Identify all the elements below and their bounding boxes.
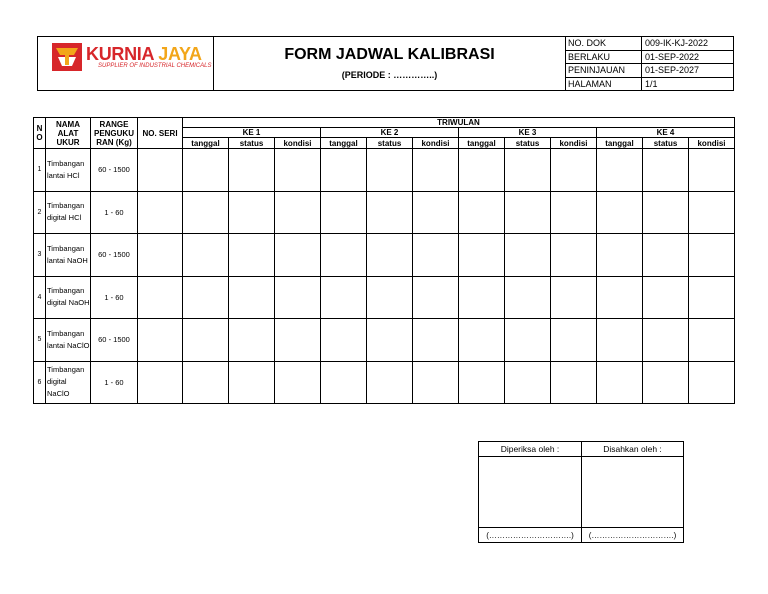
row-status-cell [229,234,275,277]
row-status-cell [643,361,689,404]
table-row [34,319,735,362]
meta-value: 01-SEP-2027 [642,64,735,78]
row-tanggal-cell [321,361,367,404]
row-tanggal-cell [321,149,367,192]
meta-value: 01-SEP-2022 [642,50,735,64]
row-status-cell [229,276,275,319]
table-row [34,361,735,404]
row-kondisi-cell [689,276,735,319]
row-kondisi-cell [275,234,321,277]
form-period: (PERIODE : …………..) [341,70,438,80]
row-tanggal-cell [597,149,643,192]
meta-key: PENINJAUAN [565,64,642,78]
sub-header-tanggal: tanggal [183,138,229,149]
row-tanggal-cell [183,191,229,234]
approved-by-signature-area [582,457,684,528]
row-status-cell [505,319,551,362]
quarter-header: KE 4 [597,128,735,138]
sub-header-status: status [229,138,275,149]
row-kondisi-cell [551,361,597,404]
sub-header-tanggal: tanggal [459,138,505,149]
row-instrument-name: Timbangan digital NaOH [46,276,91,319]
row-serial-cell [138,191,183,234]
row-number: 3 [34,234,46,277]
checked-by-label: Diperiksa oleh : [479,442,582,457]
form-title: FORM JADWAL KALIBRASI [284,46,495,63]
row-kondisi-cell [413,234,459,277]
row-status-cell [643,319,689,362]
row-range: 60 - 1500 [91,234,138,277]
brand-tagline: SUPPLIER OF INDUSTRIAL CHEMICALS [98,63,212,69]
row-kondisi-cell [275,361,321,404]
row-status-cell [229,361,275,404]
row-kondisi-cell [275,149,321,192]
row-instrument-name: Timbangan digital NaClO [46,361,91,404]
sub-header-kondisi: kondisi [275,138,321,149]
row-tanggal-cell [183,361,229,404]
row-status-cell [229,191,275,234]
row-kondisi-cell [413,276,459,319]
sub-header-kondisi: kondisi [551,138,597,149]
row-tanggal-cell [459,319,505,362]
checked-by-name-line: (………………………….) [479,528,582,543]
row-number: 1 [34,149,46,192]
row-tanggal-cell [459,276,505,319]
meta-value: 009-IK-KJ-2022 [642,37,735,50]
row-status-cell [505,361,551,404]
row-status-cell [505,234,551,277]
checked-by-signature-area [479,457,582,528]
row-status-cell [505,191,551,234]
row-tanggal-cell [183,319,229,362]
row-kondisi-cell [551,319,597,362]
calibration-schedule-table [33,117,735,404]
sub-header-tanggal: tanggal [321,138,367,149]
row-kondisi-cell [413,149,459,192]
row-instrument-name: Timbangan lantai NaOH [46,234,91,277]
row-kondisi-cell [413,191,459,234]
row-status-cell [643,276,689,319]
approved-by-name-line: (………………………….) [582,528,684,543]
row-kondisi-cell [413,319,459,362]
row-status-cell [229,319,275,362]
row-range: 1 - 60 [91,191,138,234]
col-header-serial: NO. SERI [138,118,183,149]
row-tanggal-cell [183,149,229,192]
row-status-cell [505,276,551,319]
sub-header-status: status [367,138,413,149]
col-header-triwulan: TRIWULAN [183,118,735,128]
sub-header-kondisi: kondisi [413,138,459,149]
row-tanggal-cell [459,361,505,404]
row-serial-cell [138,149,183,192]
row-range: 1 - 60 [91,361,138,404]
signature-table [478,441,684,543]
row-range: 1 - 60 [91,276,138,319]
quarter-header: KE 2 [321,128,459,138]
row-tanggal-cell [321,319,367,362]
row-kondisi-cell [689,361,735,404]
row-kondisi-cell [551,276,597,319]
row-tanggal-cell [459,149,505,192]
table-body [34,149,735,404]
row-status-cell [367,319,413,362]
row-kondisi-cell [275,319,321,362]
row-status-cell [229,149,275,192]
row-kondisi-cell [275,276,321,319]
row-status-cell [643,191,689,234]
brand-name-kurnia: KURNIA [86,44,154,64]
row-kondisi-cell [551,191,597,234]
quarter-header: KE 1 [183,128,321,138]
row-tanggal-cell [597,191,643,234]
row-tanggal-cell [321,191,367,234]
row-tanggal-cell [321,234,367,277]
quarter-header: KE 3 [459,128,597,138]
row-kondisi-cell [275,191,321,234]
row-tanggal-cell [183,234,229,277]
row-tanggal-cell [597,276,643,319]
document-header [37,36,734,91]
row-number: 5 [34,319,46,362]
col-header-no: N O [34,118,46,149]
row-status-cell [643,234,689,277]
row-kondisi-cell [413,361,459,404]
row-serial-cell [138,361,183,404]
row-kondisi-cell [551,234,597,277]
table-row [34,149,735,192]
company-logo-icon [52,43,82,71]
row-kondisi-cell [689,149,735,192]
row-instrument-name: Timbangan digital HCl [46,191,91,234]
row-status-cell [505,149,551,192]
brand-name-jaya: JAYA [158,44,202,64]
meta-value: 1/1 [642,77,735,90]
document-meta-table [565,37,734,90]
row-tanggal-cell [597,361,643,404]
sub-header-status: status [643,138,689,149]
row-instrument-name: Timbangan lantai HCl [46,149,91,192]
row-kondisi-cell [689,319,735,362]
row-number: 2 [34,191,46,234]
sub-header-tanggal: tanggal [597,138,643,149]
table-row [34,234,735,277]
row-serial-cell [138,234,183,277]
table-row [34,191,735,234]
row-kondisi-cell [689,191,735,234]
brand-name [86,44,202,65]
sub-header-status: status [505,138,551,149]
col-header-name: NAMA ALAT UKUR [46,118,91,149]
row-status-cell [367,276,413,319]
row-number: 4 [34,276,46,319]
row-serial-cell [138,276,183,319]
row-status-cell [367,361,413,404]
row-tanggal-cell [459,234,505,277]
row-serial-cell [138,319,183,362]
row-range: 60 - 1500 [91,149,138,192]
meta-key: NO. DOK [565,37,642,50]
sub-header-kondisi: kondisi [689,138,735,149]
row-tanggal-cell [597,319,643,362]
row-kondisi-cell [689,234,735,277]
meta-key: HALAMAN [565,77,642,90]
table-row [34,276,735,319]
row-tanggal-cell [321,276,367,319]
row-tanggal-cell [459,191,505,234]
row-status-cell [643,149,689,192]
meta-key: BERLAKU [565,50,642,64]
row-number: 6 [34,361,46,404]
row-range: 60 - 1500 [91,319,138,362]
row-status-cell [367,234,413,277]
row-status-cell [367,149,413,192]
approved-by-label: Disahkan oleh : [582,442,684,457]
row-instrument-name: Timbangan lantai NaClO [46,319,91,362]
row-status-cell [367,191,413,234]
row-kondisi-cell [551,149,597,192]
col-header-range: RANGE PENGUKU RAN (Kg) [91,118,138,149]
row-tanggal-cell [183,276,229,319]
row-tanggal-cell [597,234,643,277]
